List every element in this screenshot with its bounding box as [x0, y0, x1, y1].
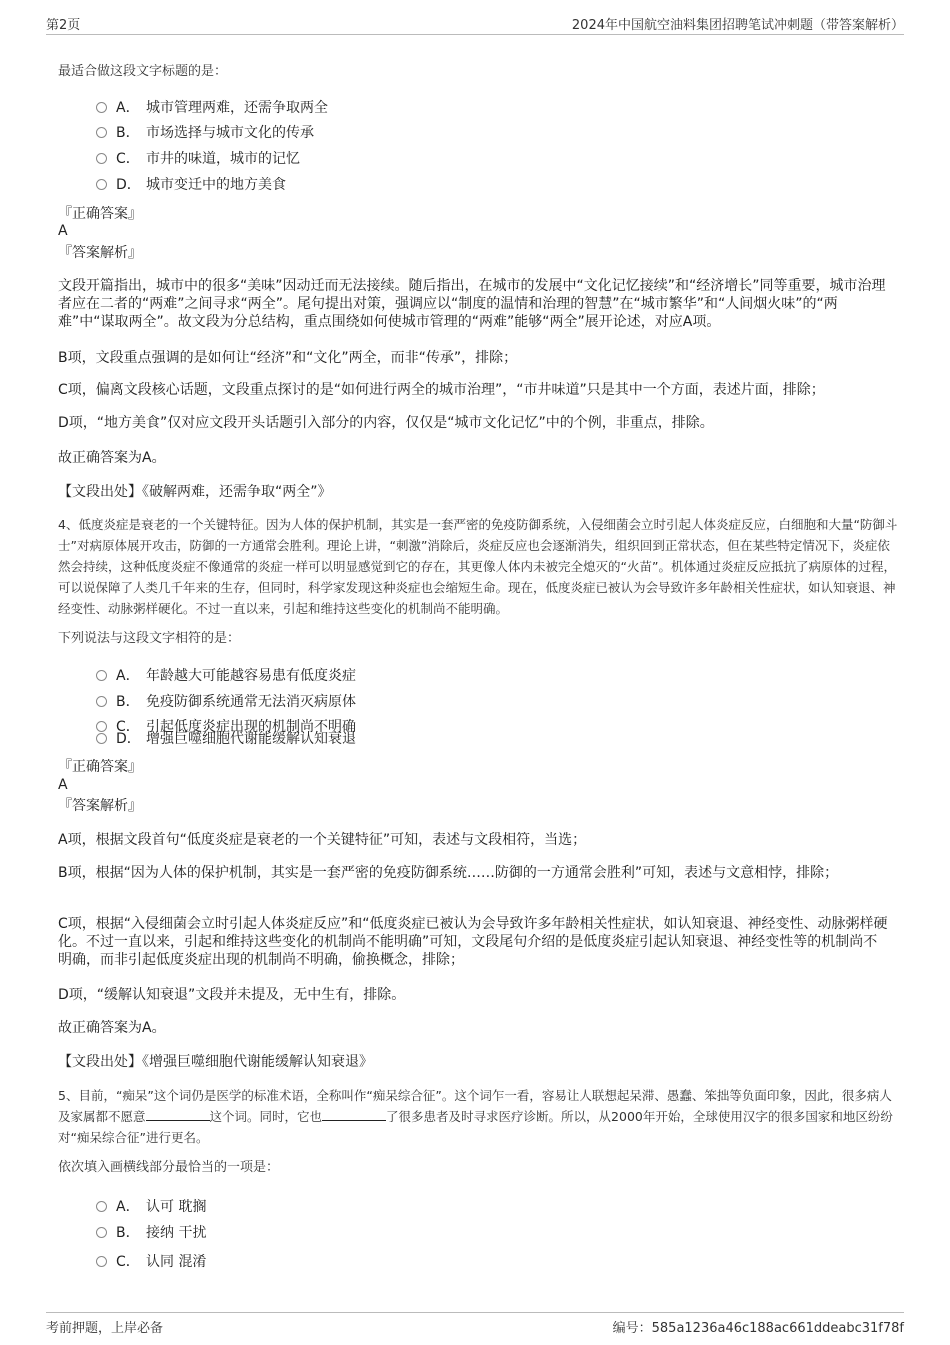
footer-slogan: 考前押题，上岸必备	[46, 1321, 164, 1336]
q3-option-b[interactable]: B． 市场选择与城市文化的传承	[96, 123, 314, 143]
q4-option-c[interactable]: C． 引起低度炎症出现的机制尚不明确	[96, 717, 356, 737]
q4-analysis-c: C项，根据“入侵细菌会立时引起人体炎症反应”和“低度炎症已被认为会导致许多年龄相关性症状，如认知衰退、神经变性、动脉粥样硬化。不过一直以来，引起和维持这些变化的机制尚不能明确”可知，文段尾句介绍的是低度炎症引起认知衰退、神经变性等的机制尚不明确，而非引起低度炎症出现的机制尚不明确，偷换概念，排除；	[58, 916, 888, 968]
q3-analysis-label: 『答案解析』	[58, 245, 142, 261]
q4-analysis-d: D项，“缓解认知衰退”文段并未提及，无中生有，排除。	[58, 987, 406, 1003]
radio-icon[interactable]	[96, 733, 107, 744]
document-title: 2024年中国航空油料集团招聘笔试冲刺题（带答案解析）	[571, 18, 904, 33]
q4-analysis-label: 『答案解析』	[58, 798, 142, 814]
q3-conclusion: 故正确答案为A。	[58, 450, 166, 466]
radio-icon[interactable]	[96, 1256, 107, 1267]
q3-analysis-c: C项，偏离文段核心话题，文段重点探讨的是“如何进行两全的城市治理”，“市井味道”只是其中一个方面，表述片面，排除；	[58, 382, 825, 398]
q4-conclusion: 故正确答案为A。	[58, 1020, 166, 1036]
radio-icon[interactable]	[96, 179, 107, 190]
q5-option-b[interactable]: B． 接纳 干扰	[96, 1223, 206, 1243]
radio-icon[interactable]	[96, 127, 107, 138]
q3-prompt: 最适合做这段文字标题的是：	[58, 64, 228, 79]
q4-prompt: 下列说法与这段文字相符的是：	[58, 631, 241, 646]
page-footer	[46, 1312, 904, 1338]
q4-option-d[interactable]: D． 增强巨噬细胞代谢能缓解认知衰退	[96, 729, 356, 749]
radio-icon[interactable]	[96, 153, 107, 164]
q5-option-c[interactable]: C． 认同 混淆	[96, 1252, 206, 1272]
q5-option-a[interactable]: A． 认可 耽搁	[96, 1197, 206, 1217]
page-header	[46, 14, 904, 35]
q4-passage: 4、低度炎症是衰老的一个关键特征。因为人体的保护机制，其实是一套严密的免疫防御系统，入侵细菌会立时引起人体炎症反应，白细胞和大量“防御斗士”对病原体展开攻击，防御的一方通常会胜利。理论上讲，“刺激”消除后，炎症反应也会逐渐消失，组织回到正常状态，但在某些特定情况下，炎症依然会持续，这种低度炎症不像通常的炎症一样可以明显感觉到它的存在，其更像人体内未被完全熄灭的“火苗”。机体通过炎症反应抵抗了病原体的过程，可以说保障了人类几千年来的生存，但同时，科学家发现这种炎症也会缩短生命。现在，低度炎症已被认为会导致许多年龄相关性症状，如认知衰退、神经变性、动脉粥样硬化。不过一直以来，引起和维持这些变化的机制尚不能明确。	[58, 517, 898, 616]
q4-analysis-b: B项，根据“因为人体的保护机制，其实是一套严密的免疫防御系统……防御的一方通常会胜利”可知，表述与文意相悖，排除；	[58, 865, 839, 881]
radio-icon[interactable]	[96, 696, 107, 707]
q3-option-a[interactable]: A． 城市管理两难，还需争取两全	[96, 98, 328, 118]
q3-option-d[interactable]: D． 城市变迁中的地方美食	[96, 175, 286, 195]
q4-answer: A	[58, 777, 68, 793]
radio-icon[interactable]	[96, 670, 107, 681]
q4-answer-label: 『正确答案』	[58, 759, 142, 775]
blank-2	[322, 1108, 386, 1121]
q3-answer: A	[58, 223, 68, 239]
q4-option-a[interactable]: A． 年龄越大可能越容易患有低度炎症	[96, 666, 356, 686]
blank-1	[146, 1108, 210, 1121]
q3-analysis-b: B项，文段重点强调的是如何让“经济”和“文化”两全，而非“传承”，排除；	[58, 350, 518, 366]
q3-analysis-main: 文段开篇指出，城市中的很多“美味”因动迁而无法接续。随后指出，在城市的发展中“文化记忆接续”和“经济增长”同等重要，城市治理者应在二者的“两难”之间寻求“两全”。尾句提出对策，强调应以“制度的温情和治理的智慧”在“城市繁华”和“人间烟火味”的“两难”中“谋取两全”。故文段为分总结构，重点围绕如何使城市管理的“两难”能够“两全”展开论述，对应A项。	[58, 278, 886, 330]
q4-analysis-a: A项，根据文段首句“低度炎症是衰老的一个关键特征”可知，表述与文段相符，当选；	[58, 832, 587, 848]
radio-icon[interactable]	[96, 1201, 107, 1212]
q5-prompt: 依次填入画横线部分最恰当的一项是：	[58, 1160, 280, 1175]
q3-analysis-d: D项，“地方美食”仅对应文段开头话题引入部分的内容，仅仅是“城市文化记忆”中的个例，非重点，排除。	[58, 415, 714, 431]
q4-option-b[interactable]: B． 免疫防御系统通常无法消灭病原体	[96, 692, 356, 712]
q4-source: 【文段出处】《增强巨噬细胞代谢能缓解认知衰退》	[58, 1054, 373, 1070]
radio-icon[interactable]	[96, 1227, 107, 1238]
q3-source: 【文段出处】《破解两难，还需争取“两全”》	[58, 484, 332, 500]
page-number: 第2页	[46, 18, 81, 33]
q3-answer-label: 『正确答案』	[58, 206, 142, 222]
q5-passage: 5、目前，“痴呆”这个词仍是医学的标准术语，全称叫作“痴呆综合征”。这个词乍一看，容易让人联想起呆滞、愚蠢、笨拙等负面印象，因此，很多病人及家属都不愿意 这个词。同时，它也 了很多患者及时寻求医疗诊断。所以，从2000年开始，全球使用汉字的很多国家和地区纷纷对“痴呆综合征”进行更名。	[58, 1088, 893, 1145]
document-code: 编号：585a1236a46c188ac661ddeabc31f78f	[612, 1321, 904, 1336]
q3-option-c[interactable]: C． 市井的味道，城市的记忆	[96, 149, 300, 169]
radio-icon[interactable]	[96, 102, 107, 113]
